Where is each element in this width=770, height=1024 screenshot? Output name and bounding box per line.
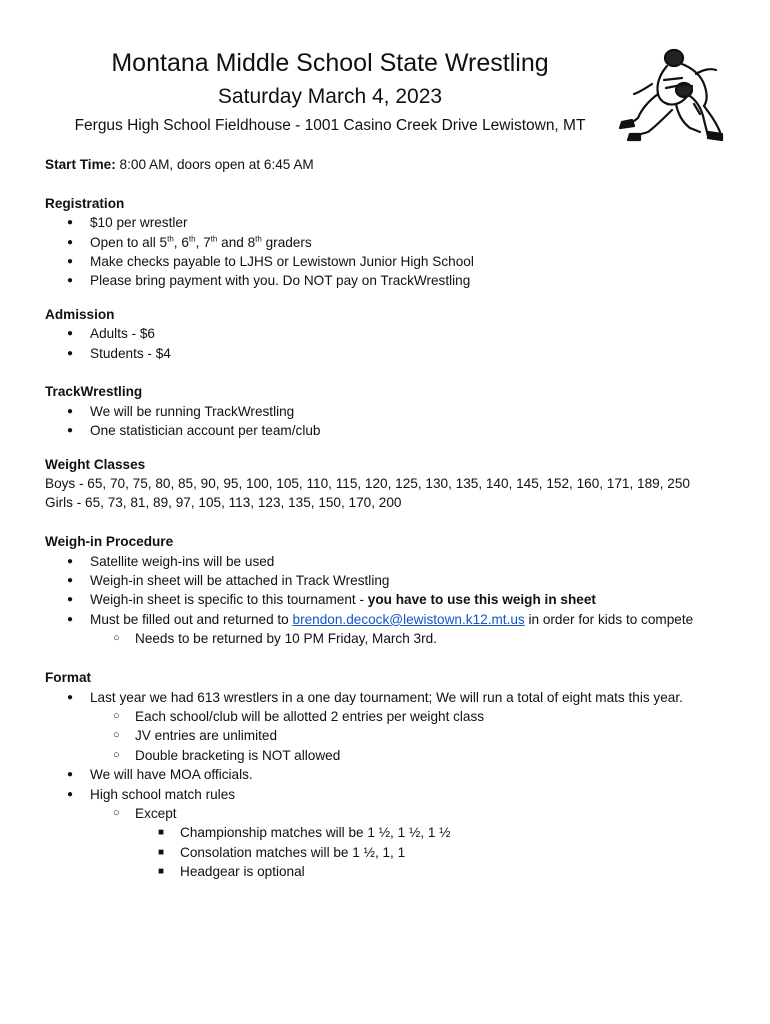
list-item: ● Weigh-in sheet will be attached in Track Wrestling [45, 571, 745, 590]
weigh-in-list [45, 552, 745, 649]
weigh-in-emphasis: you have to use this weigh in sheet [367, 592, 596, 608]
section-title-trackwrestling: TrackWrestling [45, 384, 143, 400]
section-title-weigh-in: Weigh-in Procedure [45, 534, 174, 550]
list-item: ● Weigh-in sheet is specific to this tournament - you have to use this weigh in sheet [45, 590, 745, 609]
registration-list [45, 213, 745, 291]
list-item: ● We will have MOA officials. [45, 765, 745, 784]
list-item: ○ Each school/club will be allotted 2 entries per weight class [45, 707, 745, 726]
format-list [45, 688, 745, 882]
list-item: ● Make checks payable to LJHS or Lewistown Junior High School [45, 252, 745, 271]
document-title: Montana Middle School State Wrestling [111, 49, 549, 77]
list-item: ○ Needs to be returned by 10 PM Friday, March 3rd. [45, 629, 745, 648]
event-location: Fergus High School Fieldhouse - 1001 Casino Creek Drive Lewistown, MT [74, 117, 586, 134]
list-item: ■ Headgear is optional [45, 862, 745, 881]
list-item: ● Open to all 5th, 6th, 7th and 8th graders [45, 233, 745, 252]
section-title-format: Format [45, 670, 92, 686]
start-time-label: Start Time: [45, 157, 116, 172]
section-title-registration: Registration [45, 195, 125, 211]
list-item: ● $10 per wrestler [45, 213, 745, 232]
start-time-value: 8:00 AM, doors open at 6:45 AM [115, 157, 314, 172]
list-item: ● Please bring payment with you. Do NOT pay on TrackWrestling [45, 271, 745, 290]
list-item: ■ Consolation matches will be 1 ½, 1, 1 [45, 843, 745, 862]
trackwrestling-list [45, 402, 745, 441]
list-item: ■ Championship matches will be 1 ½, 1 ½, 1 ½ [45, 823, 745, 842]
wrestlers-logo-icon [612, 44, 727, 150]
start-time [45, 155, 745, 174]
list-item: ● Adults - $6 [45, 324, 745, 343]
list-item: ● One statistician account per team/club [45, 421, 745, 440]
section-title-admission: Admission [45, 306, 115, 322]
list-item: ○ JV entries are unlimited [45, 726, 745, 745]
event-date [0, 84, 660, 110]
section-title-weight-classes: Weight Classes [45, 456, 146, 472]
list-item: ● Students - $4 [45, 344, 745, 363]
list-item: ● Last year we had 613 wrestlers in a one day tournament; We will run a total of eight mats this year. [45, 688, 745, 707]
boys-weight-classes: Boys - 65, 70, 75, 80, 85, 90, 95, 100, 105, 110, 115, 120, 125, 130, 135, 140, 145, 152, 160, 171, 189, 250 [45, 476, 690, 492]
email-link[interactable]: brendon.decock@lewistown.k12.mt.us [292, 611, 525, 627]
list-item: ● We will be running TrackWrestling [45, 402, 745, 421]
list-item: ○ Except [45, 804, 745, 823]
list-item: ● Must be filled out and returned to brendon.decock@lewistown.k12.mt.us in order for kids to compete [45, 610, 745, 629]
event-date-text: Saturday March 4, 2023 [217, 85, 443, 108]
list-item: ○ Double bracketing is NOT allowed [45, 746, 745, 765]
girls-weight-classes: Girls - 65, 73, 81, 89, 97, 105, 113, 123, 135, 150, 170, 200 [45, 495, 402, 511]
list-item: ● High school match rules [45, 785, 745, 804]
admission-list [45, 324, 745, 363]
flyer-body [45, 155, 745, 882]
list-item: ● Satellite weigh-ins will be used [45, 552, 745, 571]
